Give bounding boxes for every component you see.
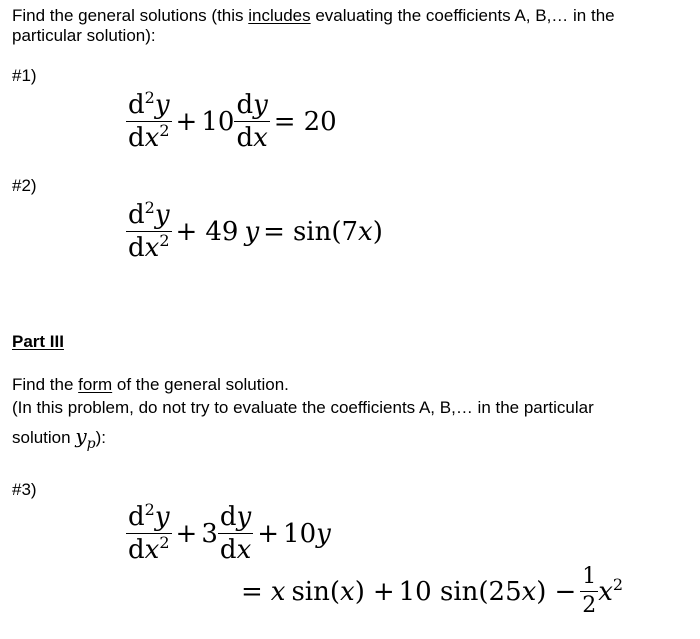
- intro-line-2: particular solution):: [12, 26, 156, 45]
- coefficient: 3: [201, 518, 218, 549]
- numerator: 1: [580, 566, 598, 592]
- part3-text-rest: of the general solution.: [112, 375, 289, 394]
- yp-symbol: $y_p$: [75, 424, 96, 452]
- part3-text-end: ):: [95, 428, 106, 447]
- first-derivative-fraction: $\frac{dy}{dx}$: [219, 502, 252, 565]
- second-derivative-fraction: $\frac{d^2y}{dx^2}$: [128, 500, 170, 565]
- first-derivative-fraction: $\frac{dy}{dx}$: [236, 90, 268, 153]
- rhs-term: sin(: [291, 576, 341, 607]
- part3-text: Find the: [12, 375, 79, 394]
- coefficient: 49: [205, 216, 239, 247]
- rhs-value: sin(7: [292, 216, 359, 247]
- coefficient: 10: [201, 106, 235, 137]
- equation-3-line-2: = x sin(x) + 10 sin(25x) − $\frac{1}{2}$ $x^2$: [241, 564, 624, 618]
- denominator: 2: [582, 593, 597, 618]
- intro-text: Find the general solutions (this: [12, 6, 249, 25]
- part-heading: [12, 330, 64, 354]
- problem-2-label: #2): [12, 176, 37, 195]
- equation-3-line-1: $\frac{d^2y}{dx^2}$ + 3 $\frac{dy}{dx}$ + 10y: [128, 500, 331, 565]
- coefficient: 10: [283, 518, 317, 549]
- intro-underlined: includes: [248, 6, 311, 25]
- intro-text-rest: evaluating the coefficients A, B,… in the: [310, 6, 615, 25]
- part3-line-1: [12, 373, 289, 397]
- problem-3-label: #3): [12, 480, 37, 499]
- part3-line-2: (In this problem, do not try to evaluate the coefficients A, B,… in the particular: [12, 398, 594, 417]
- part3-line-3: [12, 424, 106, 456]
- half-fraction: [580, 566, 598, 617]
- second-derivative-fraction: $\frac{d^2y}{dx^2}$: [128, 198, 170, 263]
- equation-2: $\frac{d^2y}{dx^2}$ + 49 y = sin(7x): [128, 198, 383, 263]
- second-derivative-fraction: $\frac{d^2y}{dx^2}$: [128, 88, 170, 153]
- rhs-term: 10 sin(25: [398, 576, 522, 607]
- part3-text: solution: [12, 428, 76, 447]
- equation-1: $\frac{d^2y}{dx^2}$ + 10 $\frac{dy}{dx}$ = 20: [128, 88, 337, 153]
- part3-underlined: form: [78, 375, 113, 394]
- part-heading-text: Part III: [12, 332, 64, 351]
- rhs-value: 20: [303, 106, 337, 137]
- problem-1-label: #1): [12, 66, 37, 85]
